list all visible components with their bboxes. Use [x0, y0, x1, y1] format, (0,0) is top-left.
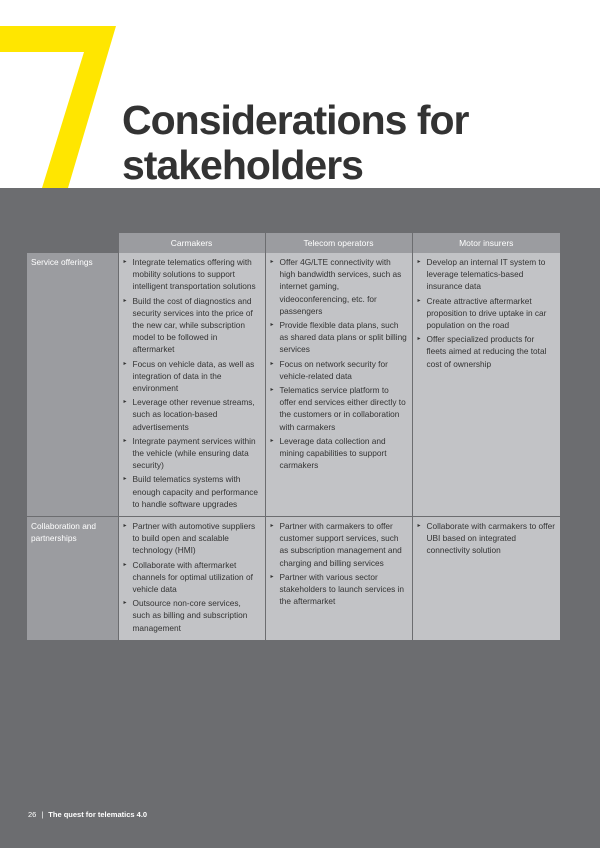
list-item	[270, 319, 408, 356]
list-item	[270, 358, 408, 382]
list-item	[417, 256, 557, 293]
list-item-text: Focus on vehicle data, as well as integration of data in the environment	[132, 358, 255, 394]
bullet-icon: ▸	[270, 573, 274, 580]
page-number: 26	[28, 810, 37, 819]
row-header: Collaboration and partnerships	[27, 517, 118, 641]
list-item	[123, 520, 261, 557]
list-item-text: Integrate payment services within the vehicle (while ensuring data security)	[132, 435, 256, 471]
list-item-text: Build telematics systems with enough capacity and performance to handle software upgrades	[132, 474, 258, 509]
bullet-icon: ▸	[417, 259, 421, 265]
list-item	[270, 520, 408, 569]
list-item	[123, 473, 261, 510]
list-item	[417, 295, 557, 332]
list-item-text: Provide flexible data plans, such as shared data plans or split billing services	[279, 320, 407, 355]
table-row	[27, 253, 560, 517]
list-item	[123, 559, 261, 596]
footer-separator: |	[41, 810, 44, 819]
list-item-text: Integrate telematics offering with mobility solutions to support intelligent transportation solutions	[132, 257, 256, 292]
chapter-number-seven	[0, 0, 130, 200]
bullet-icon: ▸	[123, 437, 127, 444]
list-item	[123, 435, 261, 472]
list-item	[270, 571, 408, 608]
row-header: Service offerings	[27, 253, 118, 517]
list-item-text: Develop an internal IT system to leverage telematics-based insurance data	[426, 257, 546, 292]
bullet-list	[417, 520, 557, 557]
list-item-text: Leverage data collection and mining capabilities to support carmakers	[279, 435, 387, 471]
list-item	[123, 295, 261, 356]
list-item	[270, 256, 408, 317]
list-item	[123, 597, 261, 634]
title-line-1: Considerations for	[122, 97, 469, 143]
list-item	[270, 384, 408, 433]
bullet-icon: ▸	[123, 523, 127, 530]
list-item	[270, 435, 408, 472]
bullet-list	[270, 520, 408, 607]
list-item-text: Offer 4G/LTE connectivity with high bandwidth services, such as internet gaming, videoconferencing, etc. for passengers	[279, 257, 402, 316]
cell-carmakers	[118, 253, 265, 517]
bullet-list	[270, 256, 408, 471]
bullet-icon: ▸	[417, 523, 421, 530]
list-item-text: Partner with various sector stakeholders to launch services in the aftermarket	[279, 571, 405, 607]
list-item	[417, 520, 557, 557]
column-header-motor-insurers: Motor insurers	[412, 233, 560, 253]
list-item-text: Partner with carmakers to offer customer support services, such as subscription management and charging and billing services	[279, 521, 402, 568]
page-title	[122, 98, 468, 188]
cell-motor-insurers	[412, 517, 560, 641]
bullet-icon: ▸	[270, 322, 274, 329]
list-item-text: Collaborate with aftermarket channels for optimal utilization of vehicle data	[132, 559, 253, 595]
list-item-text: Leverage other revenue streams, such as location-based advertisements	[132, 397, 255, 432]
table-row	[27, 517, 560, 641]
bullet-list	[417, 256, 557, 370]
bullet-list	[123, 256, 261, 510]
bullet-icon: ▸	[123, 259, 127, 265]
list-item	[123, 358, 261, 395]
list-item-text: Create attractive aftermarket proposition to drive uptake in car population on the road	[426, 295, 547, 331]
column-header-carmakers: Carmakers	[118, 233, 265, 253]
bullet-icon: ▸	[123, 476, 127, 483]
table-header-row	[27, 233, 560, 253]
list-item	[123, 256, 261, 293]
bullet-icon: ▸	[270, 437, 274, 444]
stakeholder-table	[27, 233, 560, 641]
bullet-icon: ▸	[123, 561, 127, 568]
bullet-icon: ▸	[123, 600, 127, 607]
list-item-text: Build the cost of diagnostics and security services into the price of the new car, while subscription model to be followed in aftermarket	[132, 295, 253, 355]
page-footer	[28, 810, 147, 819]
bullet-icon: ▸	[123, 360, 127, 367]
list-item	[123, 396, 261, 433]
cell-motor-insurers	[412, 253, 560, 517]
list-item-text: Offer specialized products for fleets aimed at reducing the total cost of ownership	[426, 334, 547, 369]
title-line-2: stakeholders	[122, 142, 363, 188]
table-corner	[27, 233, 118, 253]
bullet-icon: ▸	[270, 360, 274, 367]
list-item-text: Outsource non-core services, such as billing and subscription management	[132, 598, 248, 633]
cell-carmakers	[118, 517, 265, 641]
bullet-icon: ▸	[123, 399, 127, 406]
cell-telecom-operators	[265, 517, 412, 641]
list-item-text: Telematics service platform to offer end services either directly to the customers or in collaboration with carmakers	[279, 385, 406, 432]
header-area	[0, 0, 600, 188]
bullet-icon: ▸	[270, 523, 274, 530]
bullet-icon: ▸	[270, 387, 274, 394]
cell-telecom-operators	[265, 253, 412, 517]
bullet-icon: ▸	[270, 259, 274, 265]
list-item-text: Focus on network security for vehicle-related data	[279, 358, 388, 381]
bullet-list	[123, 520, 261, 634]
column-header-telecom-operators: Telecom operators	[265, 233, 412, 253]
bullet-icon: ▸	[417, 336, 421, 343]
list-item-text: Partner with automotive suppliers to build open and scalable technology (HMI)	[132, 521, 256, 556]
publication-title: The quest for telematics 4.0	[48, 810, 148, 819]
list-item	[417, 333, 557, 370]
bullet-icon: ▸	[123, 297, 127, 304]
bullet-icon: ▸	[417, 297, 421, 304]
list-item-text: Collaborate with carmakers to offer UBI based on integrated connectivity solution	[426, 521, 556, 556]
